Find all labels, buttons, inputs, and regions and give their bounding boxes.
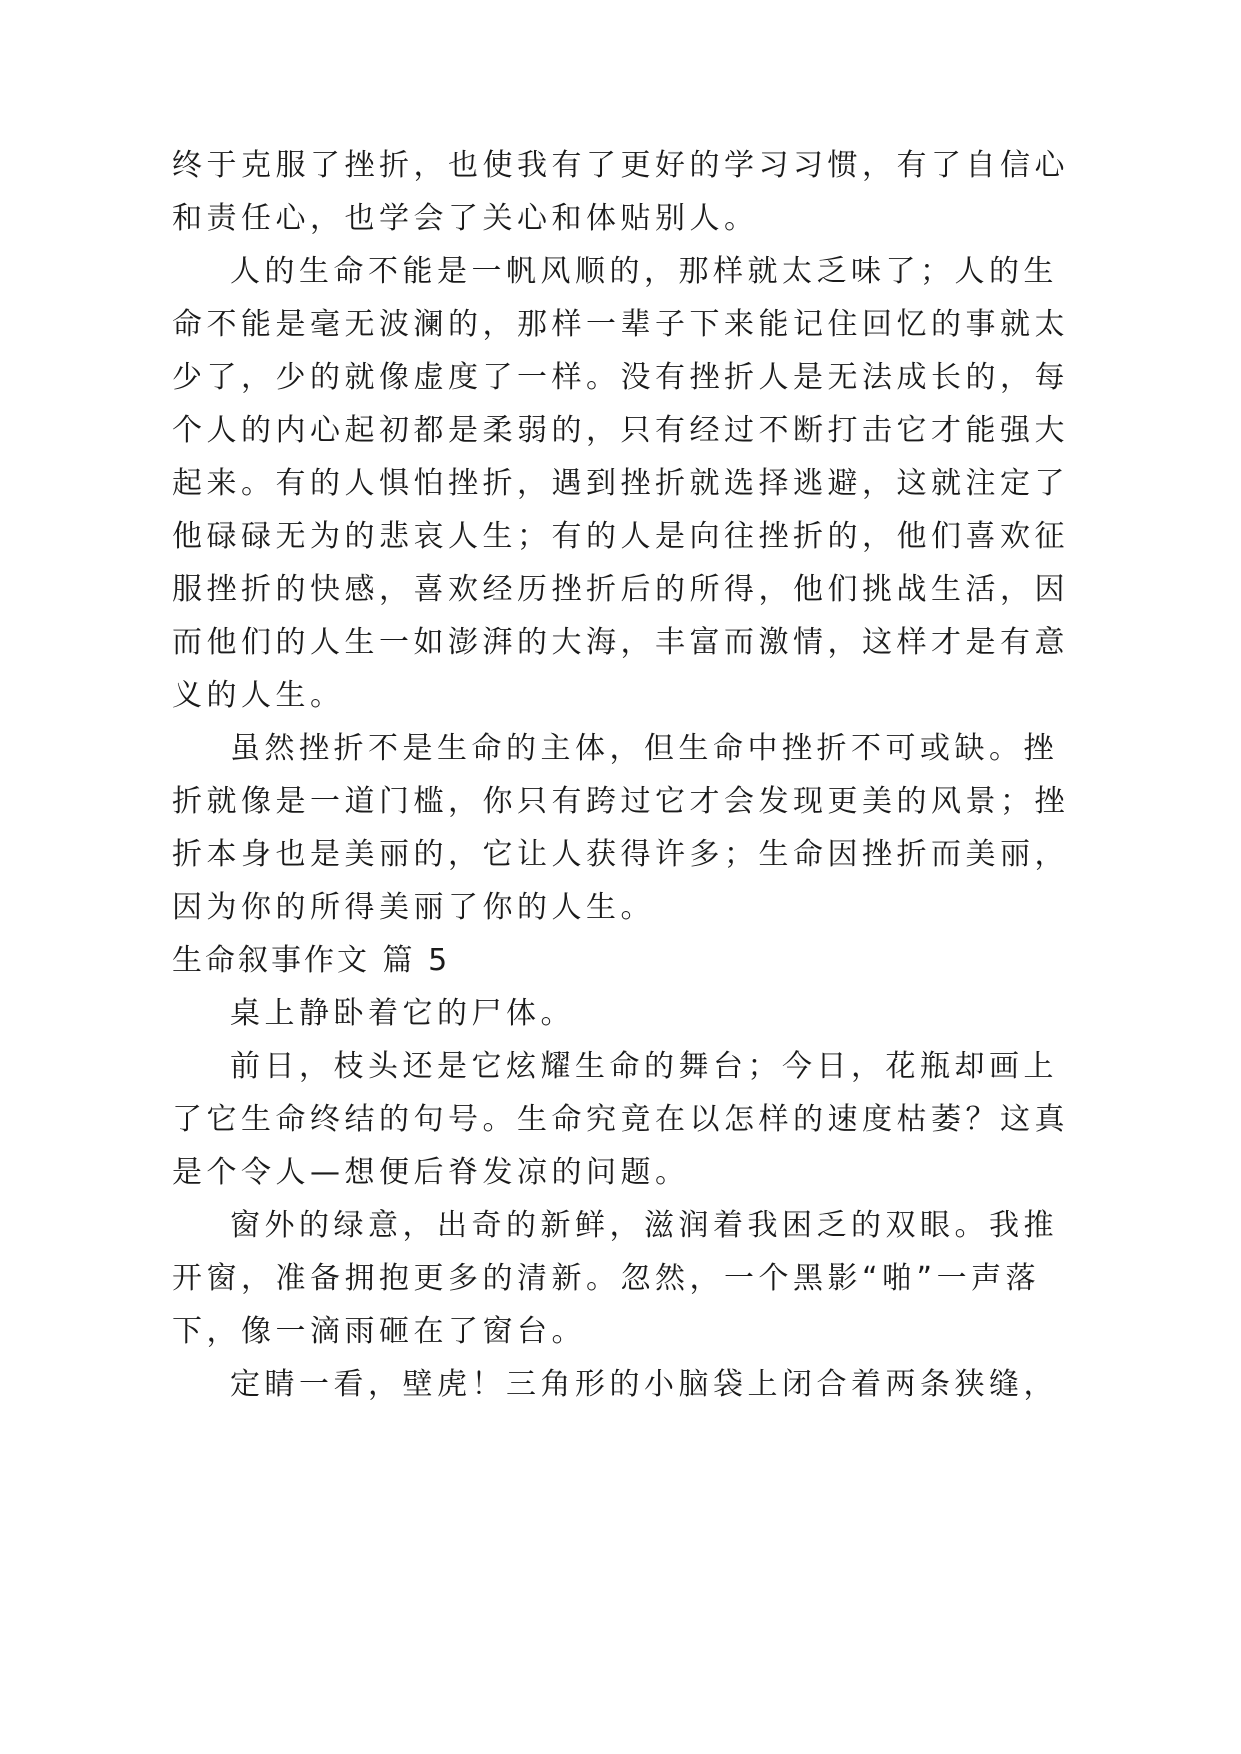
text-line-20: 是个令人—想便后脊发凉的问题。 [172, 1155, 690, 1190]
text-line-15: 因为你的所得美丽了你的人生。 [172, 890, 655, 925]
text-line-4: 命不能是毫无波澜的，那样一辈子下来能记住回忆的事就太 [172, 307, 1069, 342]
text-line-14: 折本身也是美丽的，它让人获得许多；生命因挫折而美丽， [172, 837, 1069, 872]
text-line-19: 了它生命终结的句号。生命究竟在以怎样的速度枯萎？这真 [172, 1102, 1069, 1137]
text-line-1: 终于克服了挫折，也使我有了更好的学习习惯，有了自信心 [172, 148, 1069, 183]
text-line-24: 定睛一看，壁虎！三角形的小脑袋上闭合着两条狭缝， [230, 1367, 1058, 1402]
text-line-2: 和责任心，也学会了关心和体贴别人。 [172, 201, 759, 236]
text-line-11: 义的人生。 [172, 678, 345, 713]
text-line-6: 个人的内心起初都是柔弱的，只有经过不断打击它才能强大 [172, 413, 1069, 448]
text-line-12: 虽然挫折不是生命的主体，但生命中挫折不可或缺。挫 [230, 731, 1058, 766]
text-line-7: 起来。有的人惧怕挫折，遇到挫折就选择逃避，这就注定了 [172, 466, 1069, 501]
text-line-9: 服挫折的快感，喜欢经历挫折后的所得，他们挑战生活，因 [172, 572, 1069, 607]
text-line-5: 少了，少的就像虚度了一样。没有挫折人是无法成长的，每 [172, 360, 1069, 395]
text-line-3: 人的生命不能是一帆风顺的，那样就太乏味了；人的生 [230, 254, 1058, 289]
text-line-17: 桌上静卧着它的尸体。 [230, 996, 575, 1031]
text-line-18: 前日，枝头还是它炫耀生命的舞台；今日，花瓶却画上 [230, 1049, 1058, 1084]
text-line-10: 而他们的人生一如澎湃的大海，丰富而激情，这样才是有意 [172, 625, 1069, 660]
text-line-23: 下，像一滴雨砸在了窗台。 [172, 1314, 586, 1349]
section-heading: 生命叙事作文 篇 5 [172, 943, 451, 978]
text-line-13: 折就像是一道门槛，你只有跨过它才会发现更美的风景；挫 [172, 784, 1069, 819]
text-line-21: 窗外的绿意，出奇的新鲜，滋润着我困乏的双眼。我推 [230, 1208, 1058, 1243]
text-line-8: 他碌碌无为的悲哀人生；有的人是向往挫折的，他们喜欢征 [172, 519, 1069, 554]
text-line-22: 开窗，准备拥抱更多的清新。忽然，一个黑影“啪”一声落 [172, 1261, 1041, 1296]
